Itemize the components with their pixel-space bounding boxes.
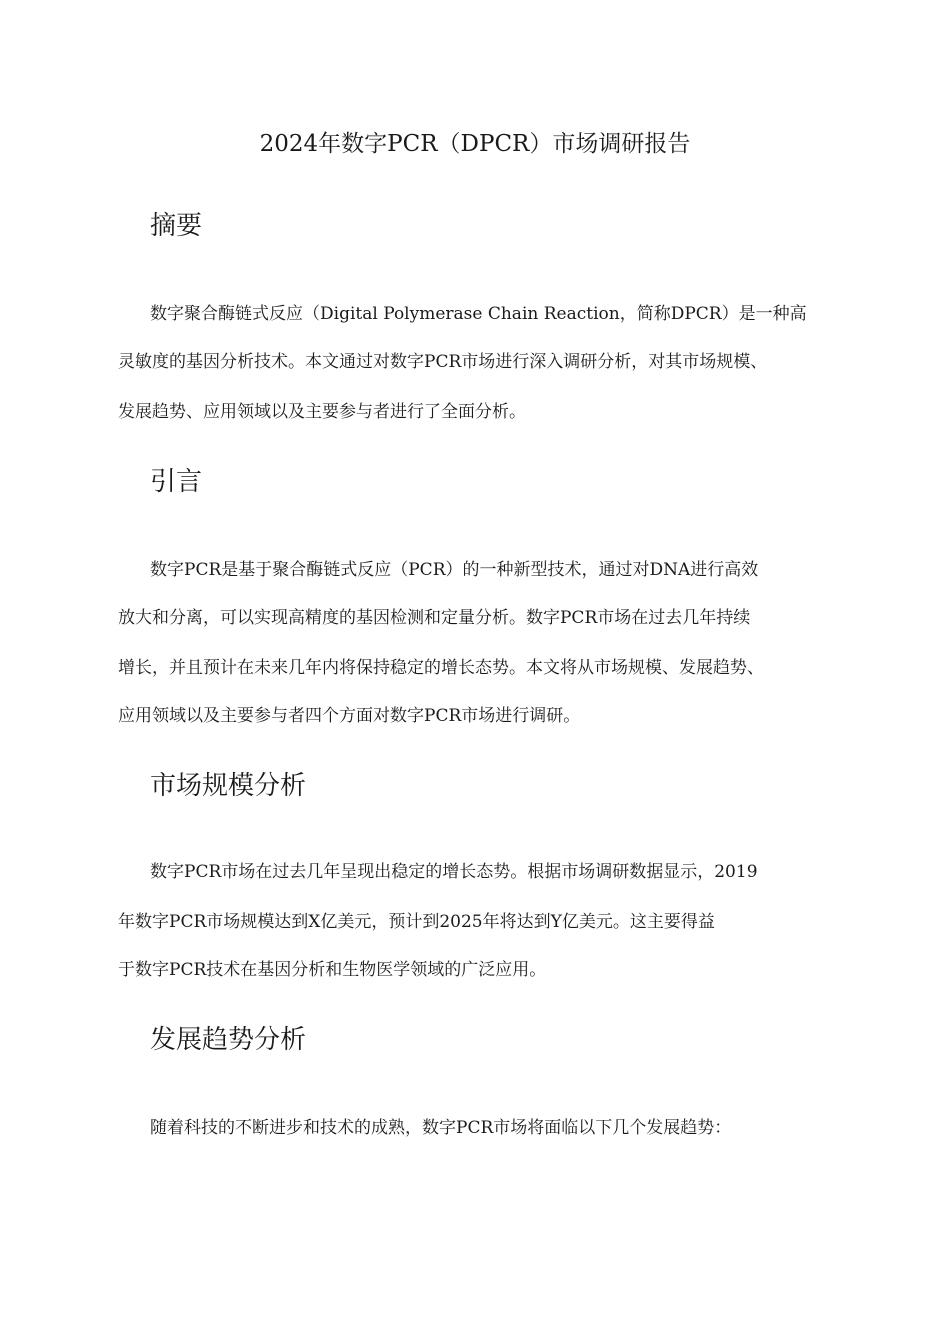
paragraph-line: 增长，并且预计在未来几年内将保持稳定的增长态势。本文将从市场规模、发展趋势、 [118,658,764,678]
document-title: 2024年数字PCR（DPCR）市场调研报告 [259,131,691,157]
section-heading: 引言 [150,467,203,497]
paragraph-line: 数字PCR是基于聚合酶链式反应（PCR）的一种新型技术，通过对DNA进行高效 [150,560,759,580]
paragraph-line: 灵敏度的基因分析技术。本文通过对数字PCR市场进行深入调研分析，对其市场规模、 [118,352,768,372]
paragraph-line: 应用领域以及主要参与者四个方面对数字PCR市场进行调研。 [118,706,581,726]
paragraph-line: 发展趋势、应用领域以及主要参与者进行了全面分析。 [118,402,526,422]
paragraph-line: 随着科技的不断进步和技术的成熟，数字PCR市场将面临以下几个发展趋势： [150,1118,732,1138]
section-heading: 市场规模分析 [150,771,307,801]
paragraph-line: 年数字PCR市场规模达到X亿美元，预计到2025年将达到Y亿美元。这主要得益 [118,912,715,932]
section-heading: 发展趋势分析 [150,1025,307,1055]
paragraph-line: 于数字PCR技术在基因分析和生物医学领域的广泛应用。 [118,960,547,980]
paragraph-line: 放大和分离，可以实现高精度的基因检测和定量分析。数字PCR市场在过去几年持续 [118,608,751,628]
paragraph-line: 数字PCR市场在过去几年呈现出稳定的增长态势。根据市场调研数据显示，2019 [150,862,758,882]
section-heading: 摘要 [150,211,203,241]
paragraph-line: 数字聚合酶链式反应（Digital Polymerase Chain Reaction，简称DPCR）是一种高 [150,304,807,324]
